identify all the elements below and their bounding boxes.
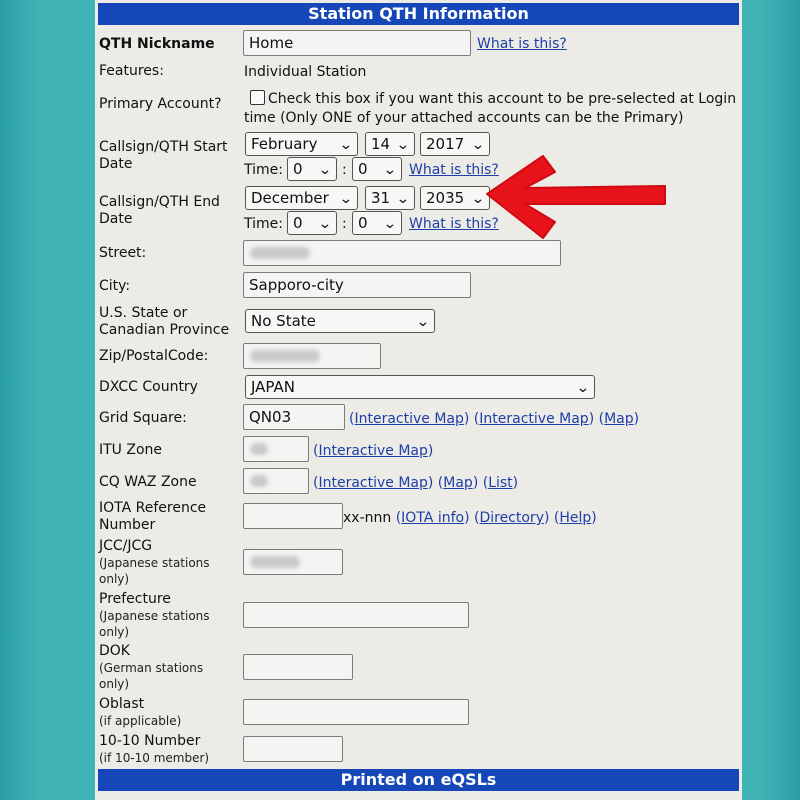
cq-zone-label: CQ WAZ Zone: [99, 474, 197, 490]
start-year-select[interactable]: 2017 ⌄: [420, 132, 490, 156]
end-minute-select[interactable]: 0 ⌄: [352, 211, 402, 235]
start-minute-select[interactable]: 0 ⌄: [352, 157, 402, 181]
iota-directory-link[interactable]: Directory: [479, 510, 544, 526]
primary-account-text-1: Check this box if you want this account to be pre-selected at Login: [268, 91, 737, 107]
chevron-down-icon: ⌄: [416, 314, 431, 330]
redacted-value: [250, 350, 320, 362]
prefecture-input[interactable]: [243, 602, 469, 628]
redacted-value: [250, 247, 310, 259]
zip-label: Zip/PostalCode:: [99, 348, 209, 364]
features-value: Individual Station: [244, 64, 367, 80]
primary-account-text-2: time (Only ONE of your attached accounts can be the Primary): [244, 110, 684, 126]
zip-input[interactable]: [243, 343, 381, 369]
dxcc-select[interactable]: JAPAN ⌄: [245, 375, 595, 399]
city-input[interactable]: Sapporo-city: [243, 272, 471, 298]
red-arrow-icon: [485, 150, 670, 245]
primary-account-label: Primary Account?: [99, 96, 222, 112]
itu-interactive-map-link[interactable]: Interactive Map: [318, 443, 428, 459]
grid-map-link[interactable]: Map: [604, 411, 634, 427]
itu-zone-input[interactable]: [243, 436, 309, 462]
start-month-select[interactable]: February ⌄: [245, 132, 358, 156]
cq-map-link[interactable]: Map: [443, 475, 473, 491]
chevron-down-icon: ⌄: [396, 137, 411, 153]
redacted-value: [250, 475, 268, 487]
section-header-qth: Station QTH Information: [98, 3, 739, 25]
tenten-label: 10-10 Number (if 10-10 member): [99, 733, 210, 765]
start-date-label: Callsign/QTH Start Date: [99, 139, 228, 172]
chevron-down-icon: ⌄: [576, 380, 591, 396]
section-header-printed: Printed on eQSLs: [98, 769, 739, 791]
grid-interactive-map-link[interactable]: Interactive Map: [354, 411, 464, 427]
start-hour-select[interactable]: 0 ⌄: [287, 157, 337, 181]
start-day-select[interactable]: 14 ⌄: [365, 132, 415, 156]
qth-nickname-help-link[interactable]: What is this?: [477, 36, 567, 52]
start-date-help-link[interactable]: What is this?: [409, 162, 499, 178]
chevron-down-icon: ⌄: [339, 137, 354, 153]
grid-links: (Interactive Map) (Interactive Map) (Map): [349, 411, 640, 427]
end-date-help-link[interactable]: What is this?: [409, 216, 499, 232]
iota-links: xx-nnn (IOTA info) (Directory) (Help): [343, 510, 597, 526]
chevron-down-icon: ⌄: [396, 191, 411, 207]
cq-zone-input[interactable]: [243, 468, 309, 494]
end-month-select[interactable]: December ⌄: [245, 186, 358, 210]
street-label: Street:: [99, 245, 147, 261]
iota-label: IOTA Reference Number: [99, 500, 207, 533]
itu-links: (Interactive Map): [313, 443, 434, 459]
primary-account-checkbox[interactable]: [250, 90, 265, 105]
grid-interactive-map-link-2[interactable]: Interactive Map: [479, 411, 589, 427]
start-time-label: Time:: [244, 162, 283, 178]
iota-input[interactable]: [243, 503, 343, 529]
grid-square-input[interactable]: QN03: [243, 404, 345, 430]
features-label: Features:: [99, 63, 164, 79]
iota-help-link[interactable]: Help: [559, 510, 592, 526]
end-hour-select[interactable]: 0 ⌄: [287, 211, 337, 235]
chevron-down-icon: ⌄: [471, 191, 486, 207]
qth-nickname-label: QTH Nickname: [99, 36, 215, 52]
end-time-colon: :: [342, 216, 347, 232]
chevron-down-icon: ⌄: [471, 137, 486, 153]
grid-square-label: Grid Square:: [99, 410, 187, 426]
prefecture-label: Prefecture (Japanese stations only): [99, 591, 210, 639]
jcc-label: JCC/JCG (Japanese stations only): [99, 538, 210, 586]
redacted-value: [250, 556, 300, 568]
tenten-input[interactable]: [243, 736, 343, 762]
dok-label: DOK (German stations only): [99, 643, 204, 691]
end-year-select[interactable]: 2035 ⌄: [420, 186, 490, 210]
oblast-label: Oblast (if applicable): [99, 696, 182, 728]
cq-list-link[interactable]: List: [488, 475, 513, 491]
itu-zone-label: ITU Zone: [99, 442, 163, 458]
browser-viewport: [95, 0, 742, 800]
chevron-down-icon: ⌄: [383, 216, 398, 232]
chevron-down-icon: ⌄: [339, 191, 354, 207]
dxcc-label: DXCC Country: [99, 379, 198, 395]
state-select[interactable]: No State ⌄: [245, 309, 435, 333]
jcc-input[interactable]: [243, 549, 343, 575]
city-label: City:: [99, 278, 131, 294]
iota-info-link[interactable]: IOTA info: [401, 510, 465, 526]
state-label: U.S. State or Canadian Province: [99, 305, 230, 338]
dok-input[interactable]: [243, 654, 353, 680]
iota-format-hint: xx-nnn: [343, 510, 392, 526]
chevron-down-icon: ⌄: [383, 162, 398, 178]
start-time-colon: :: [342, 162, 347, 178]
redacted-value: [250, 443, 268, 455]
cq-links: (Interactive Map) (Map) (List): [313, 475, 519, 491]
end-date-label: Callsign/QTH End Date: [99, 194, 220, 227]
cq-interactive-map-link[interactable]: Interactive Map: [318, 475, 428, 491]
oblast-input[interactable]: [243, 699, 469, 725]
qth-nickname-input[interactable]: Home: [243, 30, 471, 56]
chevron-down-icon: ⌄: [318, 216, 333, 232]
end-day-select[interactable]: 31 ⌄: [365, 186, 415, 210]
chevron-down-icon: ⌄: [318, 162, 333, 178]
end-time-label: Time:: [244, 216, 283, 232]
